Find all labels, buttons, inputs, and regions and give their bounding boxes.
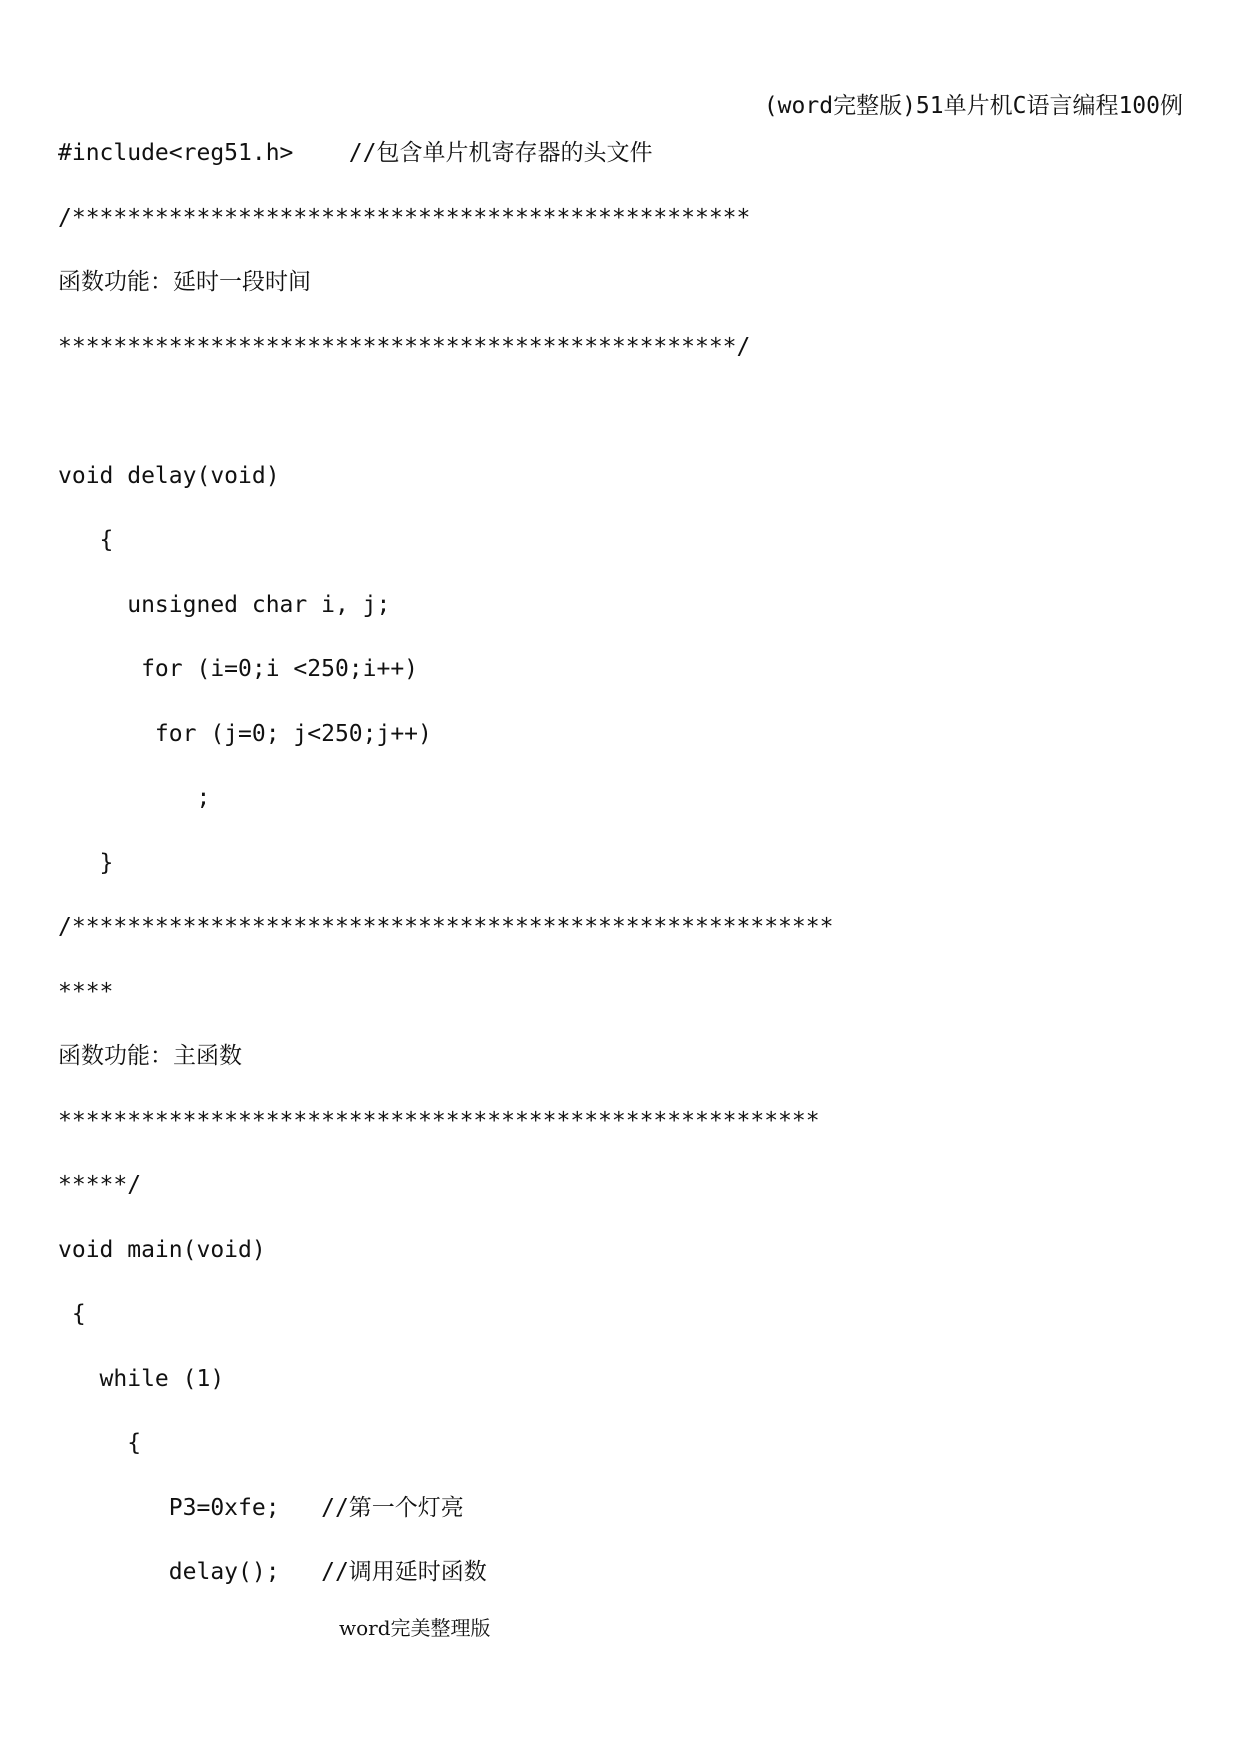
code-line: { [58, 527, 114, 553]
page-footer: word完美整理版 [339, 1616, 491, 1640]
code-line: 函数功能：主函数 [58, 1043, 242, 1069]
code-line: **** [58, 978, 114, 1005]
code-line: { [58, 1430, 142, 1456]
code-line: } [58, 849, 114, 876]
code-line: while (1) [58, 1365, 225, 1392]
code-line: for (i=0;i <250;i++) [58, 656, 419, 682]
code-line: *****/ [58, 1172, 142, 1198]
code-line: /******************************************************* [58, 914, 834, 940]
code-line: /************************************************* [58, 204, 751, 231]
code-line: *************************************************/ [58, 333, 751, 360]
code-line: delay(); //调用延时函数 [58, 1559, 487, 1585]
code-line: for (j=0; j<250;j++) [58, 720, 432, 747]
code-line: 函数功能：延时一段时间 [58, 269, 311, 295]
code-line: { [58, 1301, 86, 1327]
code-line: unsigned char i, j; [58, 591, 391, 618]
page-header-title: (word完整版)51单片机C语言编程100例 [763, 93, 1183, 119]
code-line: P3=0xfe; //第一个灯亮 [58, 1494, 464, 1521]
code-line: ******************************************************* [58, 1107, 820, 1134]
code-line-blank [58, 396, 833, 461]
code-line: ; [58, 785, 211, 811]
code-listing [58, 138, 833, 1622]
code-line: #include<reg51.h> //包含单片机寄存器的头文件 [58, 140, 653, 166]
code-line: void delay(void) [58, 462, 280, 489]
code-line: void main(void) [58, 1236, 266, 1263]
